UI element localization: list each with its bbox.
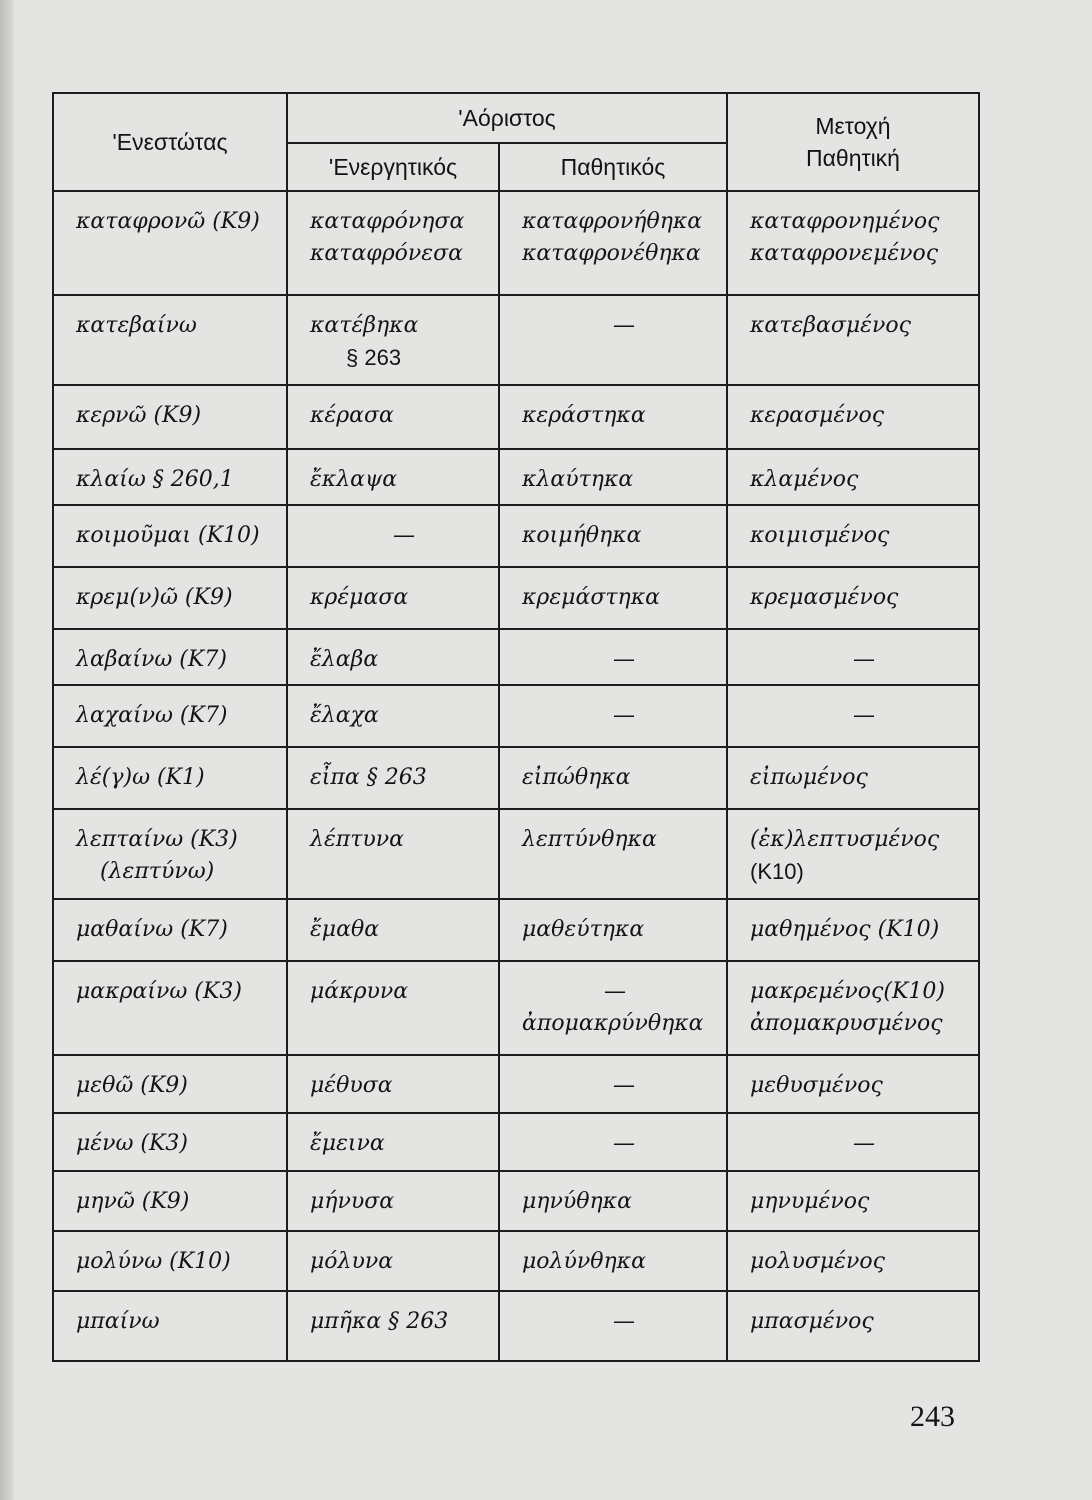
- passive-cell: εἰπώθηκα: [499, 747, 727, 809]
- participle-cell: μηνυμένος: [727, 1171, 979, 1231]
- active-cell: λέπτυνα: [287, 809, 499, 899]
- participle-cell: μεθυσμένος: [727, 1055, 979, 1113]
- section-reference: § 263: [346, 345, 402, 370]
- participle-cell: —: [727, 629, 979, 685]
- table-row: [53, 747, 979, 809]
- present-cell: καταφρονῶ (Κ9): [53, 191, 287, 295]
- active-cell: εἶπα § 263: [287, 747, 499, 809]
- present-cell: κοιμοῦμαι (Κ10): [53, 505, 287, 567]
- present-cell: μαθαίνω (Κ7): [53, 899, 287, 961]
- passive-cell: —: [499, 1291, 727, 1361]
- active-cell: ἔμαθα: [287, 899, 499, 961]
- active-cell: μήνυσα: [287, 1171, 499, 1231]
- passive-cell: [499, 191, 727, 295]
- passive-cell: —: [499, 295, 727, 385]
- passive-cell: κρεμάστηκα: [499, 567, 727, 629]
- passive-form: —: [604, 979, 626, 1004]
- page-number: 243: [910, 1400, 955, 1433]
- passive-form: καταφρονέθηκα: [522, 241, 701, 266]
- participle-cell: μαθημένος (Κ10): [727, 899, 979, 961]
- header-passive: Παθητικός: [499, 143, 727, 191]
- participle-form: καταφρονεμένος: [750, 241, 939, 266]
- passive-cell: —: [499, 685, 727, 747]
- active-cell: [287, 295, 499, 385]
- header-aorist: 'Αόριστος: [287, 93, 727, 143]
- active-cell: ἔλαβα: [287, 629, 499, 685]
- present-cell: λέ(γ)ω (Κ1): [53, 747, 287, 809]
- active-cell: μόλυνα: [287, 1231, 499, 1291]
- passive-form: καταφρονήθηκα: [522, 209, 703, 234]
- passive-cell: λεπτύνθηκα: [499, 809, 727, 899]
- table-row: [53, 567, 979, 629]
- participle-cell: κλαμένος: [727, 449, 979, 505]
- header-participle-line1: Μετοχή: [815, 113, 891, 139]
- active-form: κατέβηκα: [310, 313, 419, 338]
- participle-form: μακρεμένος(Κ10): [750, 979, 945, 1004]
- header-active: 'Ενεργητικός: [287, 143, 499, 191]
- present-cell: κερνῶ (Κ9): [53, 385, 287, 449]
- participle-cell: —: [727, 1113, 979, 1171]
- present-cell: μένω (Κ3): [53, 1113, 287, 1171]
- present-form: λεπταίνω (Κ3): [76, 827, 238, 852]
- table-row: [53, 1171, 979, 1231]
- present-cell: μακραίνω (Κ3): [53, 961, 287, 1055]
- table-row: [53, 961, 979, 1055]
- present-variant: (λεπτύνω): [100, 859, 215, 884]
- active-cell: κέρασα: [287, 385, 499, 449]
- passive-cell: μηνύθηκα: [499, 1171, 727, 1231]
- table-row: [53, 295, 979, 385]
- present-cell: μπαίνω: [53, 1291, 287, 1361]
- present-cell: κατεβαίνω: [53, 295, 287, 385]
- table-row: [53, 449, 979, 505]
- header-participle: [727, 93, 979, 191]
- active-cell: ἔκλαψα: [287, 449, 499, 505]
- active-form: καταφρόνησα: [310, 209, 465, 234]
- present-cell: [53, 809, 287, 899]
- table-row: [53, 1055, 979, 1113]
- passive-cell: [499, 961, 727, 1055]
- active-cell: [287, 191, 499, 295]
- active-cell: —: [287, 505, 499, 567]
- table-row: [53, 1231, 979, 1291]
- passive-cell: κλαύτηκα: [499, 449, 727, 505]
- present-cell: λαβαίνω (Κ7): [53, 629, 287, 685]
- participle-note: (Κ10): [750, 859, 804, 884]
- participle-cell: κρεμασμένος: [727, 567, 979, 629]
- passive-cell: μαθεύτηκα: [499, 899, 727, 961]
- present-cell: μηνῶ (Κ9): [53, 1171, 287, 1231]
- passive-cell: κοιμήθηκα: [499, 505, 727, 567]
- table-row: [53, 629, 979, 685]
- table-row: [53, 899, 979, 961]
- passive-form: ἀπομακρύνθηκα: [522, 1011, 704, 1036]
- participle-cell: [727, 961, 979, 1055]
- passive-cell: κεράστηκα: [499, 385, 727, 449]
- passive-cell: μολύνθηκα: [499, 1231, 727, 1291]
- table-row: [53, 685, 979, 747]
- present-cell: λαχαίνω (Κ7): [53, 685, 287, 747]
- participle-cell: κερασμένος: [727, 385, 979, 449]
- table-row: [53, 191, 979, 295]
- header-participle-line2: Παθητική: [806, 145, 900, 171]
- active-form: καταφρόνεσα: [310, 241, 463, 266]
- table-row: [53, 809, 979, 899]
- participle-cell: μπασμένος: [727, 1291, 979, 1361]
- participle-cell: μολυσμένος: [727, 1231, 979, 1291]
- participle-cell: κατεβασμένος: [727, 295, 979, 385]
- header-present: 'Ενεστώτας: [53, 93, 287, 191]
- passive-cell: —: [499, 629, 727, 685]
- participle-form: ἀπομακρυσμένος: [750, 1011, 943, 1036]
- present-cell: κλαίω § 260,1: [53, 449, 287, 505]
- active-cell: μέθυσα: [287, 1055, 499, 1113]
- participle-form: (ἐκ)λεπτυσμένος: [750, 827, 940, 852]
- participle-cell: [727, 191, 979, 295]
- active-cell: ἔλαχα: [287, 685, 499, 747]
- active-cell: ἔμεινα: [287, 1113, 499, 1171]
- table-row: [53, 1113, 979, 1171]
- active-cell: μάκρυνα: [287, 961, 499, 1055]
- participle-cell: —: [727, 685, 979, 747]
- participle-cell: κοιμισμένος: [727, 505, 979, 567]
- verb-table: [52, 92, 980, 1362]
- present-cell: μεθῶ (Κ9): [53, 1055, 287, 1113]
- page-edge: [0, 0, 14, 1500]
- active-cell: κρέμασα: [287, 567, 499, 629]
- table-row: [53, 505, 979, 567]
- active-cell: μπῆκα § 263: [287, 1291, 499, 1361]
- participle-cell: εἰπωμένος: [727, 747, 979, 809]
- present-cell: μολύνω (Κ10): [53, 1231, 287, 1291]
- passive-cell: —: [499, 1113, 727, 1171]
- passive-cell: —: [499, 1055, 727, 1113]
- participle-form: καταφρονημένος: [750, 209, 940, 234]
- table-row: [53, 1291, 979, 1361]
- participle-cell: [727, 809, 979, 899]
- table-row: [53, 385, 979, 449]
- present-cell: κρεμ(ν)ῶ (Κ9): [53, 567, 287, 629]
